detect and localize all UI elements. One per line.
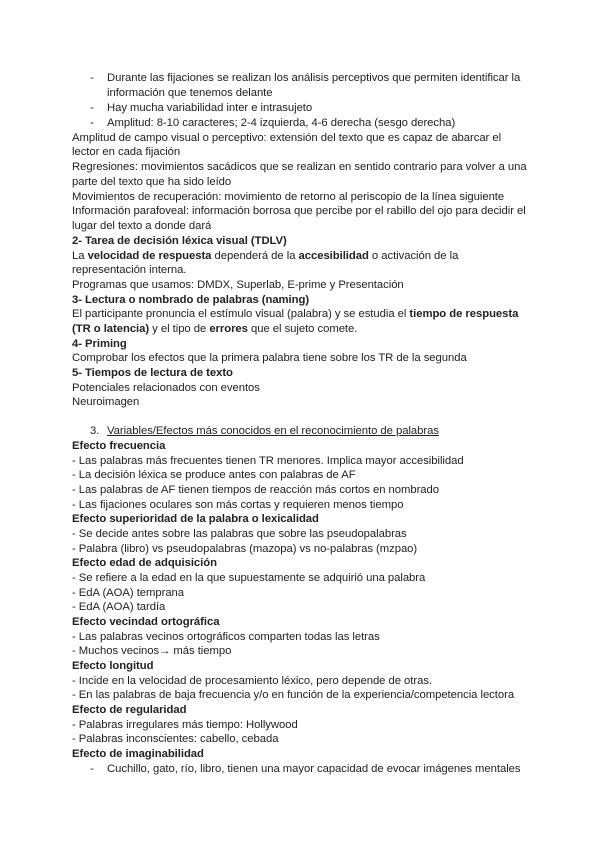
bullet-line: Durante las fijaciones se realizan los análisis perceptivos que permiten identificar la [107, 72, 521, 84]
section-heading: 3- Lectura o nombrado de palabras (naming) [72, 294, 310, 306]
bullet-dash: - [90, 763, 94, 775]
effect-title: Efecto de regularidad [72, 704, 187, 716]
text-run: El participante pronuncia el estímulo visual (palabra) y se estudia el [72, 308, 410, 320]
effect-item: - Muchos vecinos→ más tiempo [72, 645, 232, 657]
effect-item: - Se refiere a la edad en la que supuestamente se adquirió una palabra [72, 572, 426, 584]
effect-item: - La decisión léxica se produce antes con palabras de AF [72, 469, 356, 481]
bold-term: velocidad de respuesta [87, 250, 212, 262]
section-heading: 2- Tarea de decisión léxica visual (TDLV) [72, 235, 287, 247]
effect-item: - EdA (AOA) temprana [72, 587, 185, 599]
effect-item: - Palabras inconscientes: cabello, cebada [72, 733, 279, 745]
effect-title: Efecto frecuencia [72, 440, 166, 452]
text-run: o activación de la [368, 250, 459, 262]
paragraph-line: Comprobar los efectos que la primera palabra tiene sobre los TR de la segunda [72, 352, 467, 364]
effect-item: - Las palabras vecinos ortográficos comparten todas las letras [72, 631, 380, 643]
bullet-line: información que tenemos delante [107, 87, 273, 99]
text-run: que el sujeto comete. [247, 323, 358, 335]
section-heading: 4- Priming [72, 338, 127, 350]
paragraph-line [72, 249, 458, 263]
effect-item: - Las palabras de AF tienen tiempos de reacción más cortos en nombrado [72, 484, 439, 496]
effect-item: - EdA (AOA) tardía [72, 601, 166, 613]
definition-line: lugar del texto a donde dará [72, 220, 212, 232]
paragraph-line [72, 307, 518, 321]
effect-title: Efecto edad de adquisición [72, 557, 217, 569]
effect-title: Efecto superioridad de la palabra o lexicalidad [72, 513, 319, 525]
definition-line: Información parafoveal: información borrosa que percibe por el rabillo del ojo para decidir el [72, 205, 526, 217]
text-run: La [72, 250, 88, 262]
definition-line: parte del texto que ha sido leído [72, 176, 232, 188]
effect-item: - Palabra (libro) vs pseudopalabras (mazopa) vs no-palabras (mzpao) [72, 543, 418, 555]
bullet-line: Cuchillo, gato, río, libro, tienen una mayor capacidad de evocar imágenes mentales [107, 763, 521, 775]
section-heading: 5- Tiempos de lectura de texto [72, 367, 233, 379]
paragraph-line: Potenciales relacionados con eventos [72, 382, 260, 394]
effect-item: - En las palabras de baja frecuencia y/o en función de la experiencia/competencia lectora [72, 689, 515, 701]
effect-item: - Palabras irregulares más tiempo: Hollywood [72, 719, 298, 731]
bullet-line: Amplitud: 8-10 caracteres; 2-4 izquierda, 4-6 derecha (sesgo derecha) [107, 117, 456, 129]
effect-title: Efecto vecindad ortográfica [72, 616, 220, 628]
bullet-dash: - [90, 102, 94, 114]
section-number: 3. [90, 425, 100, 437]
bold-term: accesibilidad [298, 250, 369, 262]
definition-line: lector en cada fijación [72, 146, 181, 158]
bullet-dash: - [90, 117, 94, 129]
effect-item: - Las fijaciones oculares son más cortas y requieren menos tiempo [72, 499, 404, 511]
text-run: dependerá de la [211, 250, 299, 262]
section-title: Variables/Efectos más conocidos en el reconocimiento de palabras [107, 425, 439, 437]
bold-term: tiempo de respuesta [409, 308, 519, 320]
definition-line: Regresiones: movimientos sacádicos que se realizan en sentido contrario para volver a una [72, 161, 527, 173]
bullet-line: Hay mucha variabilidad inter e intrasujeto [107, 102, 313, 114]
definition-line: Amplitud de campo visual o perceptivo: extensión del texto que es capaz de abarcar el [72, 132, 502, 144]
paragraph-line [72, 322, 357, 336]
paragraph-line: Neuroimagen [72, 396, 140, 408]
paragraph-line: representación interna. [72, 264, 187, 276]
effect-item: - Las palabras más frecuentes tienen TR menores. Implica mayor accesibilidad [72, 455, 464, 467]
effect-title: Efecto longitud [72, 660, 154, 672]
bullet-dash: - [90, 72, 94, 84]
bold-term: errores [209, 323, 248, 335]
definition-line: Movimientos de recuperación: movimiento de retorno al periscopio de la línea siguiente [72, 191, 505, 203]
effect-item: - Se decide antes sobre las palabras que sobre las pseudopalabras [72, 528, 407, 540]
bold-term: (TR o latencia) [72, 323, 150, 335]
effect-title: Efecto de imaginabilidad [72, 748, 204, 760]
paragraph-line: Programas que usamos: DMDX, Superlab, E-prime y Presentación [72, 279, 404, 291]
text-run: y el tipo de [149, 323, 210, 335]
effect-item: - Incide en la velocidad de procesamiento léxico, pero depende de otras. [72, 675, 433, 687]
